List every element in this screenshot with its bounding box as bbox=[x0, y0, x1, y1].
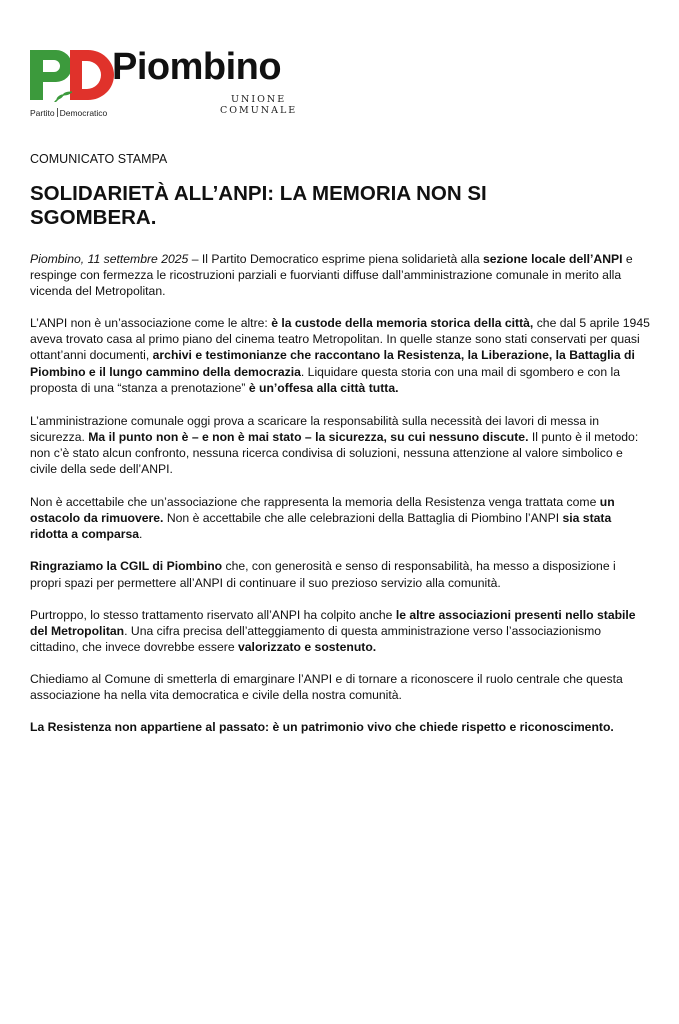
bold-run: è un’offesa alla città tutta. bbox=[248, 380, 399, 395]
paragraph-8-closing bbox=[30, 719, 650, 735]
text-run: Non è accettabile che un’associazione che rappresenta la memoria della Resistenza venga trattata come bbox=[30, 495, 600, 510]
paragraph-4 bbox=[30, 494, 650, 542]
paragraph-5 bbox=[30, 558, 650, 590]
text-run: L’ANPI non è un’associazione come le altre: bbox=[30, 316, 272, 331]
pd-logo-caption bbox=[30, 108, 107, 118]
text-run: L’amministrazione comunale oggi prova a scaricare la responsabilità sulla necessità dei lavori di messa in sicurezza. bbox=[30, 413, 600, 444]
logo-caption-right: Democratico bbox=[59, 108, 108, 118]
paragraph-3 bbox=[30, 413, 650, 477]
text-run: Non è accettabile che alle celebrazioni della Battaglia di Piombino l’ANPI bbox=[163, 511, 563, 526]
dateline: Piombino, 11 settembre 2025 bbox=[30, 252, 189, 266]
text-run: e respinge con fermezza le ricostruzioni parziali e fuorvianti diffuse dall’amministrazione comunale in merito alla vicenda del Metropolitan. bbox=[30, 252, 633, 299]
paragraph-1 bbox=[30, 251, 650, 299]
bold-run: valorizzato e sostenuto. bbox=[238, 639, 377, 654]
bold-run: Ringraziamo la CGIL di Piombino bbox=[30, 559, 223, 574]
text-run: . Una cifra precisa dell’atteggiamento di questa amministrazione verso l’associazionismo cittadino, che invece dovrebbe essere bbox=[30, 623, 602, 654]
press-release-label: COMUNICATO STAMPA bbox=[30, 152, 168, 166]
bold-run: le altre associazioni presenti nello stabile del Metropolitan bbox=[30, 607, 636, 638]
pd-logo-mark bbox=[30, 50, 114, 102]
bold-run: archivi e testimonianze che raccontano la Resistenza, la Liberazione, la Battaglia di Piombino e il lungo cammino della democrazia bbox=[30, 348, 635, 379]
press-release-body bbox=[30, 251, 650, 751]
text-run: che, con generosità e senso di responsabilità, ha messo a disposizione i propri spazi per permettere all’ANPI di continuare il suo prezioso servizio alla comunità. bbox=[30, 559, 616, 590]
logo-caption-left: Partito bbox=[30, 108, 55, 118]
subbrand-line-2: COMUNALE bbox=[220, 105, 298, 116]
paragraph-7 bbox=[30, 671, 650, 703]
pd-logo-d-shape bbox=[70, 50, 114, 100]
caption-separator bbox=[57, 108, 58, 117]
paragraph-6 bbox=[30, 607, 650, 655]
text-run: – Il Partito Democratico esprime piena solidarietà alla bbox=[188, 252, 483, 266]
subbrand-line-1: UNIONE bbox=[231, 94, 287, 105]
paragraph-2 bbox=[30, 315, 650, 395]
bold-run: sia stata ridotta a comparsa bbox=[30, 511, 612, 542]
brand-name: Piombino bbox=[112, 46, 282, 88]
bold-run: Ma il punto non è – e non è mai stato – la sicurezza, su cui nessuno discute. bbox=[88, 429, 529, 444]
brand-subtitle bbox=[220, 94, 297, 116]
text-run: Purtroppo, lo stesso trattamento riservato all’ANPI ha colpito anche bbox=[30, 607, 396, 622]
text-run: Il punto è il metodo: non c’è stato alcun confronto, nessuna ricerca condivisa di soluzioni, nessuna attenzione al valore simbolico e civile della sede dell’ANPI. bbox=[30, 429, 639, 477]
text-run: . Liquidare questa storia con una mail di sgombero e con la proposta di una “stanza a prenotazione” bbox=[30, 364, 620, 395]
bold-run: è la custode della memoria storica della città, bbox=[271, 316, 534, 331]
text-run: che dal 5 aprile 1945 aveva trovato casa al primo piano del cinema teatro Metropolitan. In quelle stanze sono stati conservati per quasi ottant’anni documenti, bbox=[30, 316, 650, 363]
bold-run: sezione locale dell’ANPI bbox=[482, 252, 623, 266]
page-title: SOLIDARIETÀ ALL’ANPI: LA MEMORIA NON SI SGOMBERA. bbox=[30, 182, 487, 229]
text-run: Chiediamo al Comune di smetterla di emarginare l’ANPI e di tornare a riconoscere il ruolo centrale che questa associazione ha nella vita democratica e civile della nostra comunità. bbox=[30, 671, 623, 702]
text-run: . bbox=[139, 527, 143, 542]
bold-run: La Resistenza non appartiene al passato: è un patrimonio vivo che chiede rispetto e riconoscimento. bbox=[30, 720, 614, 735]
bold-run: un ostacolo da rimuovere. bbox=[30, 495, 615, 526]
pd-piombino-logo bbox=[30, 46, 310, 120]
